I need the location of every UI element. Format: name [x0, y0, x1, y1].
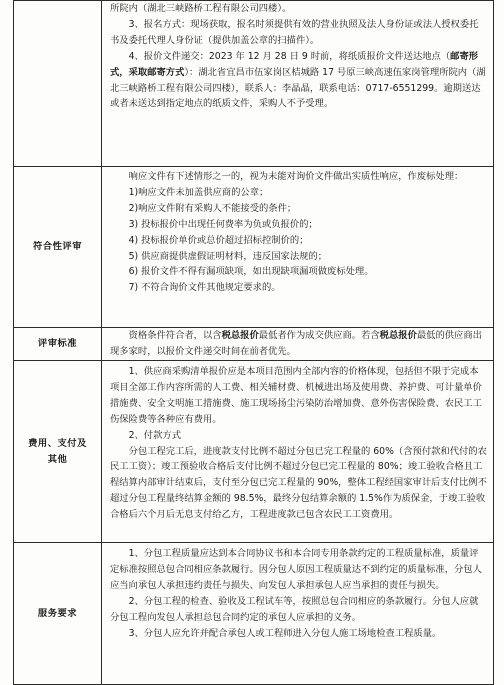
- paragraph: [110, 546, 487, 594]
- text-segment: 最低者作为成交供应商。若含: [258, 330, 380, 341]
- text-segment: 3、分包人应允许并配合承包人或工程师进入分包人施工场地检查工程质量。: [128, 627, 442, 639]
- row-content: [102, 328, 494, 361]
- paragraph: [110, 364, 487, 428]
- text-segment: 响应文件有下述情形之一的，视为未能对询价文件做出实质性响应，作废标处理：: [128, 171, 464, 182]
- row-content: [102, 361, 494, 543]
- paragraph: [110, 428, 487, 444]
- text-segment: 2、分包工程的检查、验收及工程试车等，按照总包合同相应的条款履行。分包人应就分包工程向发包人承担总包合同约定的承包人应承担的义务。: [110, 595, 479, 623]
- row-content: [102, 1, 494, 167]
- table-row: [14, 1, 494, 167]
- text-segment: 3) 投标报价中出现任何费率为负或负报价的；: [128, 218, 318, 230]
- paragraph: [110, 17, 487, 49]
- row-label: [14, 167, 102, 328]
- text-segment: 2)响应文件附有采购人不能接受的条件；: [128, 202, 297, 214]
- procurement-requirements-table: [13, 0, 494, 685]
- paragraph: [110, 626, 487, 642]
- text-segment: 1)响应文件未加盖供应商的公章；: [128, 186, 269, 198]
- text-segment: 4) 投标报价单价或总价超过招标控制价的；: [128, 234, 309, 246]
- text-segment: 资格条件符合者，以含: [128, 330, 222, 341]
- paragraph: [110, 594, 487, 626]
- text-segment: 1、分包工程质量应达到本合同协议书和本合同专用条款约定的工程质量标准，质量评定标准按照总包合同相应条款履行。因分包人原因工程质量达不到约定的质量标准，分包人应当向承包人承担违约责任与损失、向发包人承担承包人应当承担的责任与损失。: [110, 548, 482, 591]
- row-label: [14, 543, 102, 685]
- text-segment: 3、报名方式：现场获取，报名时须提供有效的营业执照及法人身份证或法人授权委托书及委托代理人身份证（提供加盖公章的扫描件）。: [110, 18, 479, 46]
- row-label: [14, 328, 102, 361]
- table-row: [14, 543, 494, 685]
- text-segment: ）：湖北省宜昌市伍家岗区桔城路 17 号原三峡高速伍家岗管理所院内（湖北三峡路桥工程有限公司四楼），联系人：李晶晶，联系电话：0717-6551299。逾期送达或者未送达到指定地点的纸质文件，采购人不予受理。: [110, 66, 486, 110]
- paragraph: [110, 185, 487, 201]
- text-segment: 5) 供应商提供虚假证明材料，违反国家法规的；: [128, 250, 328, 262]
- paragraph: [110, 201, 487, 217]
- paragraph: [110, 169, 487, 185]
- text-segment: 6) 报价文件不得有漏项缺项，如出现缺项漏项做废标处理。: [128, 266, 374, 278]
- text-segment: 4、报价文件递交：2023 年 12 月 28 日 9 时前，将纸质报价文件送达地点（: [128, 50, 451, 62]
- row-label: [14, 361, 102, 543]
- paragraph: [110, 328, 487, 360]
- row-label-text: 符合性评审: [33, 241, 82, 253]
- text-segment: 1、供应商采购清单报价应是本项目范围内全部内容的价格体现，包括但不限于完成本项目全部工作内容所需的人工费、相关辅材费、机械进出场及使用费、养护费、可计量单价措施费、安全文明施工措施费、施工现场扬尘污染防治增加费、意外伤害保险费、农民工工伤保险费等各种应有费用。: [110, 366, 482, 425]
- text-segment: 所院内（湖北三峡路桥工程有限公司四楼）。: [110, 3, 292, 14]
- row-label-text: 评审标准: [37, 338, 78, 350]
- row-content: [102, 167, 494, 328]
- text-segment: 7) 不符合询价文件其他规定要求的。: [128, 282, 281, 294]
- paragraph: [110, 280, 487, 296]
- text-segment: 最低的供应商出现多家时，以报价文件递交时间在前者优先。: [110, 330, 482, 357]
- paragraph: [110, 444, 487, 524]
- bold-text-segment: 邮寄形式，采取邮寄方式: [110, 50, 479, 78]
- paragraph: [110, 49, 487, 113]
- text-segment: 2、付款方式: [128, 429, 181, 441]
- row-content: [102, 543, 494, 685]
- row-label: [14, 1, 102, 167]
- table-row: [14, 328, 494, 361]
- paragraph: [110, 249, 487, 265]
- paragraph: [110, 1, 487, 17]
- bold-text-segment: 税总报价: [379, 330, 417, 341]
- row-label-text: 服务要求: [37, 607, 78, 619]
- text-segment: 分包工程完工后，进度款支付比例不超过分包已完工程量的 60%（含预付款和代付的农民工工资）；竣工预验收合格后支付比例不超过分包已完工程量的 80%；竣工验收合格且工程结算内部审计结束后，支付至分包已完工程量的 90%，整体工程经国家审计后支付比例不超过分包工程量终结算金额的 98.5%，最终分包结算余额的 1.5%作为质保金，于竣工验收合格后六个月后无息支付给乙方，工程进度款已包含农民工工资费用。: [110, 445, 487, 521]
- paragraph: [110, 233, 487, 249]
- table-row: [14, 167, 494, 328]
- paragraph: [110, 217, 487, 233]
- paragraph: [110, 264, 487, 280]
- table-row: [14, 361, 494, 543]
- bold-text-segment: 税总报价: [221, 330, 259, 341]
- row-label-text: 费用、支付及其他: [28, 437, 87, 465]
